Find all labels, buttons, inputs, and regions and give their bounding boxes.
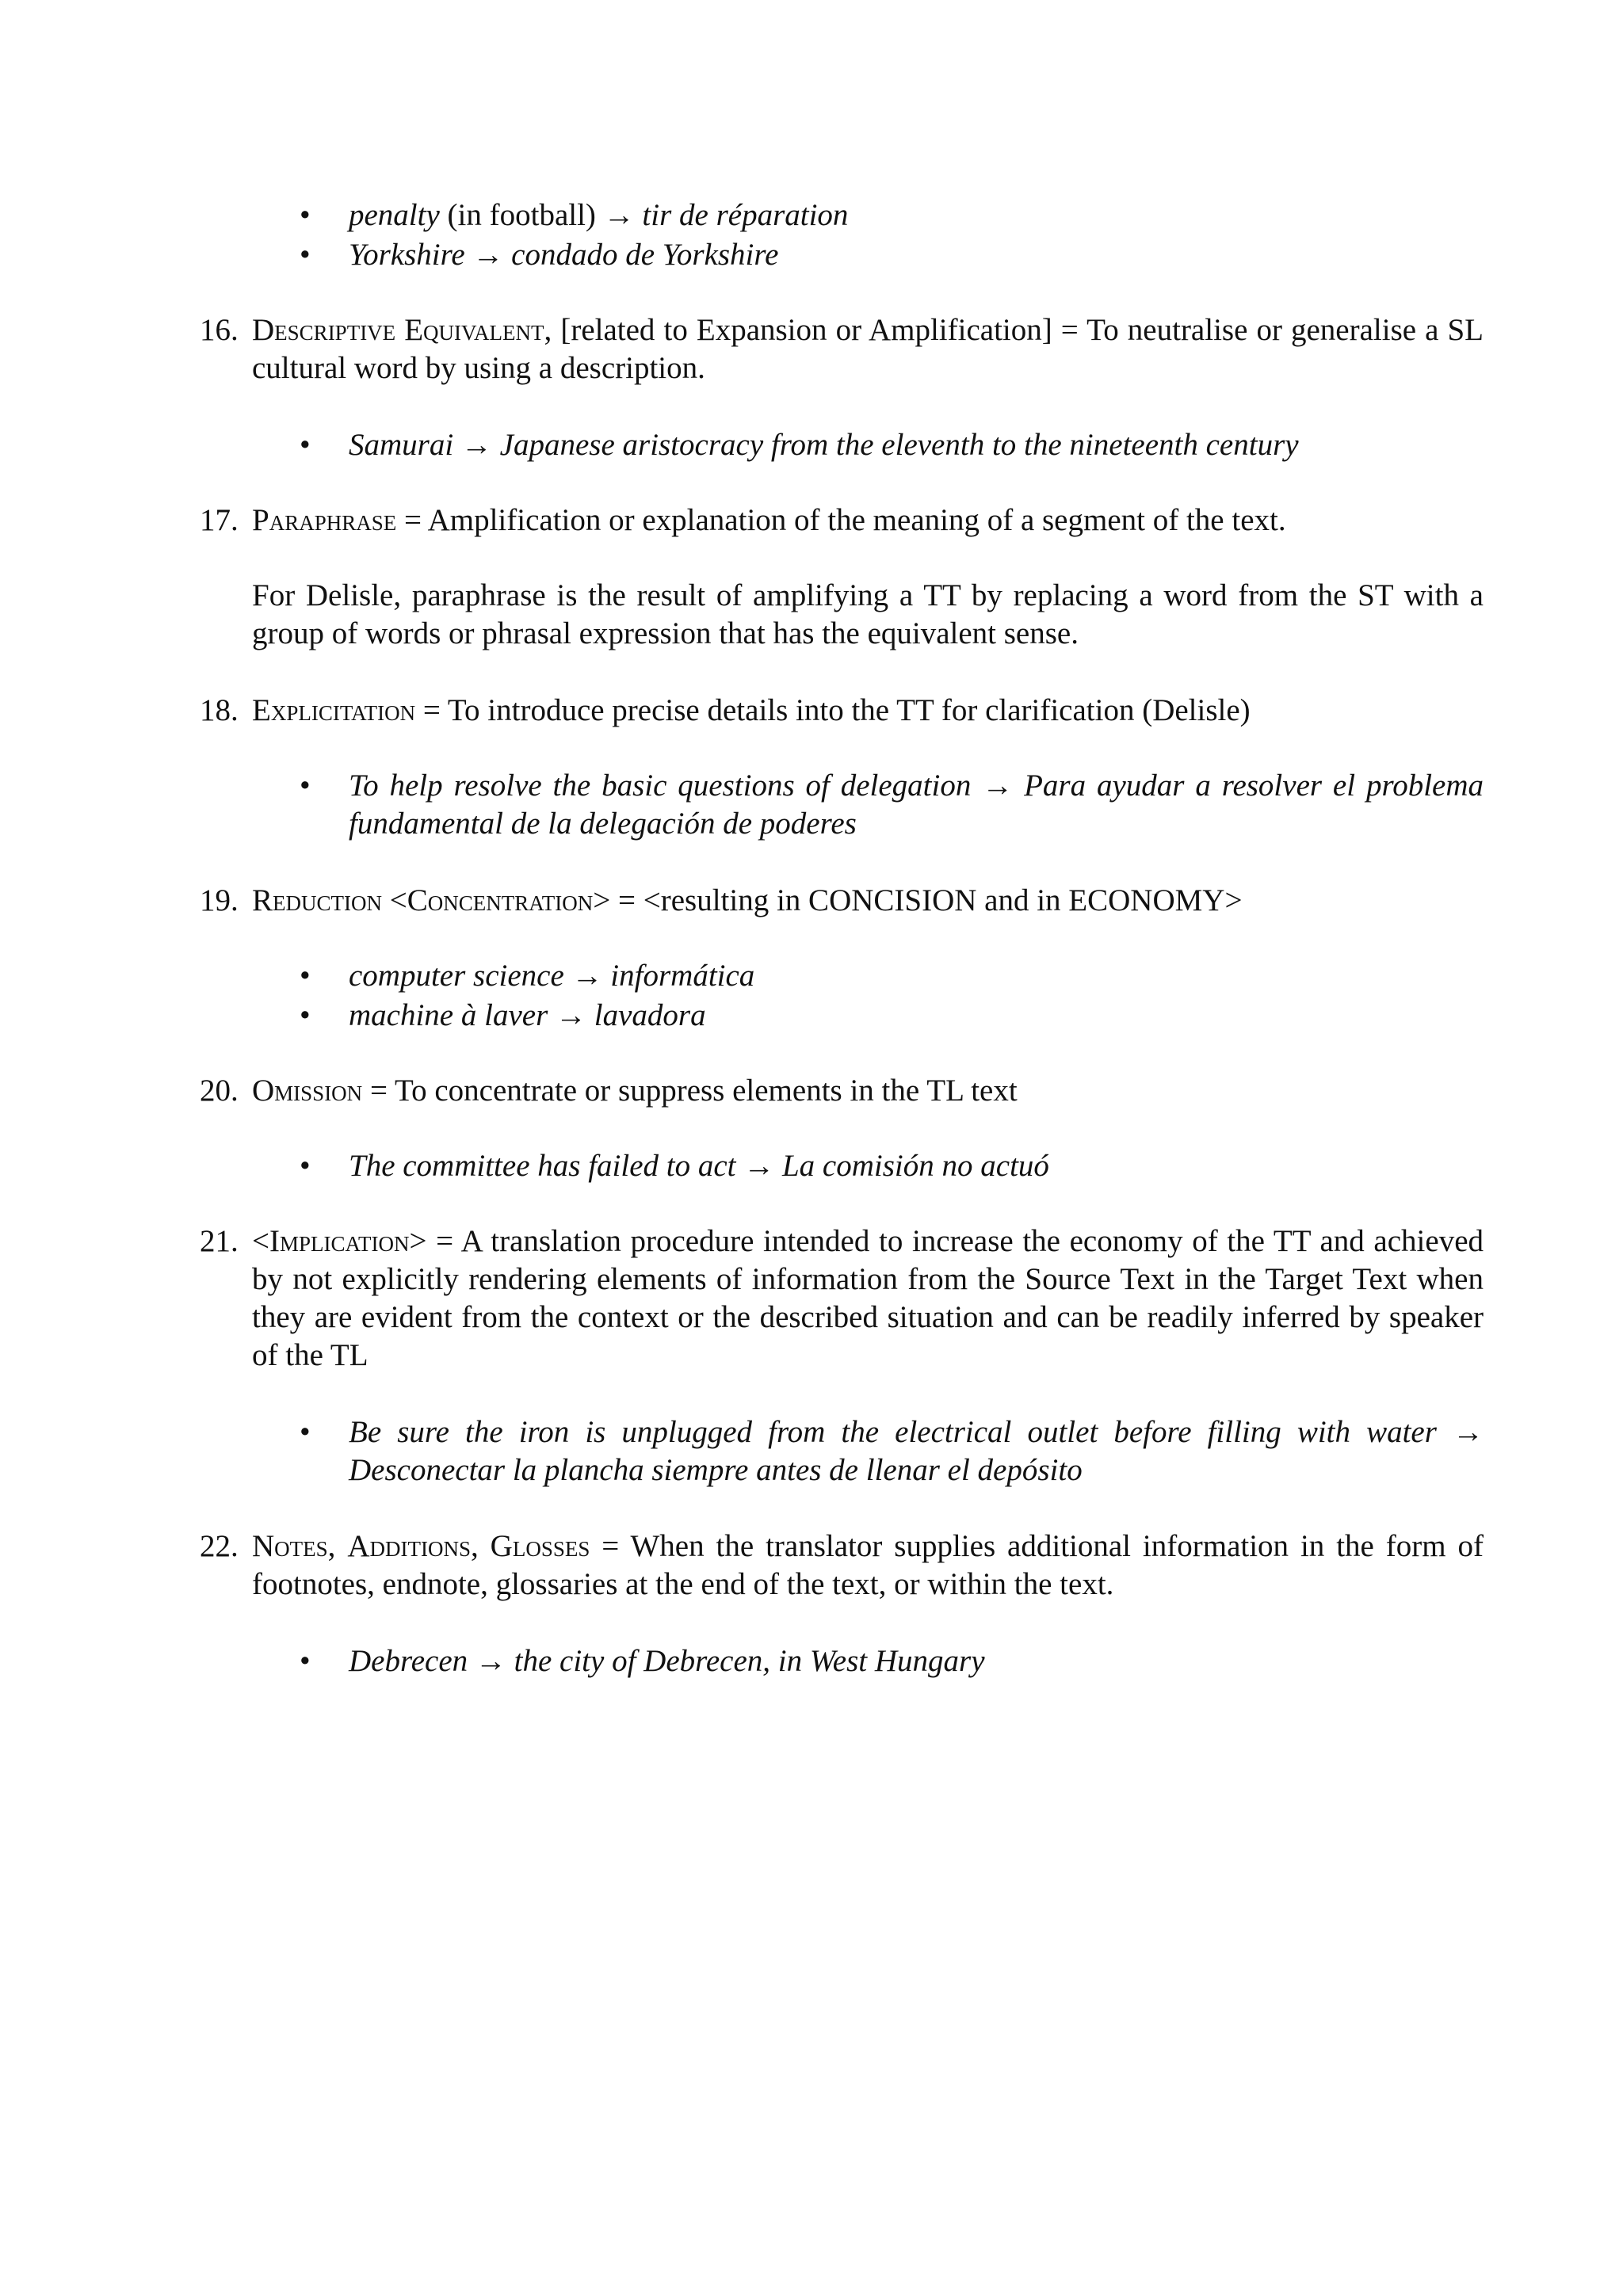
list-item-17 [200,502,1484,540]
list-item-21 [200,1222,1484,1375]
item-number: 18. [200,693,239,727]
example-source: penalty [349,198,440,232]
example-gloss: (in football) → [439,198,643,232]
item-body [252,1222,1484,1375]
item-body [252,882,1484,920]
item-number: 22. [200,1529,239,1563]
item-text: = When the translator supplies additional information in the form of footnotes, endnote, glossaries at the end of the text, or within the text. [252,1529,1484,1601]
example-target: tir de réparation [642,198,849,232]
example-debrecen: Debrecen → the city of Debrecen, in West Hungary [349,1644,985,1678]
item-number: 20. [200,1074,239,1108]
bullet: • [300,769,311,803]
item-number: 17. [200,503,239,537]
item-term: <Implication> [252,1224,427,1258]
item-text: , [related to Expansion or Amplification] = To neutralise or generalise a SL cultural word by using a description. [252,313,1484,385]
paragraph-delisle: For Delisle, paraphrase is the result of amplifying a TT by replacing a word from the ST with a group of words or phrasal expression that has the equivalent sense. [252,578,1484,650]
example-penalty [349,196,1484,235]
bullet: • [300,1644,311,1678]
item-body [252,692,1484,730]
item-text: = Amplification or explanation of the meaning of a segment of the text. [396,503,1286,537]
bullet: • [300,198,311,232]
item-term-secondary: <Concentration> [389,883,611,917]
item-number: 16. [200,313,239,347]
item-term: Omission [252,1074,363,1108]
item-body [252,502,1484,540]
term-separator: , [471,1529,491,1563]
item-term: Explicitation [252,693,416,727]
item-text: = <resulting in CONCISION and in ECONOMY> [610,883,1243,917]
example-delegation: To help resolve the basic questions of delegation → Para ayudar a resolver el problema fundamental de la delegación de poderes [349,769,1484,841]
item-term: Paraphrase [252,503,397,537]
item-number: 19. [200,883,239,917]
item-term: Reduction [252,883,382,917]
bullet: • [300,1149,311,1183]
bullet: • [300,959,311,993]
item-text: = A translation procedure intended to increase the economy of the TT and achieved by not explicitly rendering elements of information from the Source Text in the Target Text when they are evident from the context or the described situation and can be readily inferred by speaker of the TL [252,1224,1484,1372]
example-computer-science: computer science → informática [349,959,755,993]
term-separator: , [327,1529,348,1563]
bullet: • [300,428,311,462]
bullet: • [300,1415,311,1449]
item-text: = To introduce precise details into the TT for clarification (Delisle) [415,693,1251,727]
list-item-16 [200,311,1484,387]
list-item-22 [200,1527,1484,1604]
example-iron: Be sure the iron is unplugged from the electrical outlet before filling with water → Desconectar la plancha siempre antes de llenar el depósito [349,1415,1484,1487]
bullet: • [300,238,311,272]
list-item-18 [200,692,1484,730]
item-number: 21. [200,1224,239,1258]
example-machine: machine à laver → lavadora [349,998,706,1032]
item-body [252,1072,1484,1110]
item-body [252,1527,1484,1604]
item-body [252,311,1484,387]
bullet: • [300,998,311,1032]
item-term-tertiary: Glosses [490,1529,590,1563]
item-text: = To concentrate or suppress elements in the TL text [362,1074,1018,1108]
example-committee: The committee has failed to act → La comisión no actuó [349,1149,1049,1183]
example-yorkshire: Yorkshire → condado de Yorkshire [349,238,779,272]
item-term: Descriptive Equivalent [252,313,544,347]
item-term-secondary: Additions [347,1529,471,1563]
list-item-19 [200,882,1484,920]
list-item-20 [200,1072,1484,1110]
example-samurai: Samurai → Japanese aristocracy from the eleventh to the nineteenth century [349,428,1299,462]
item-term: Notes [252,1529,328,1563]
